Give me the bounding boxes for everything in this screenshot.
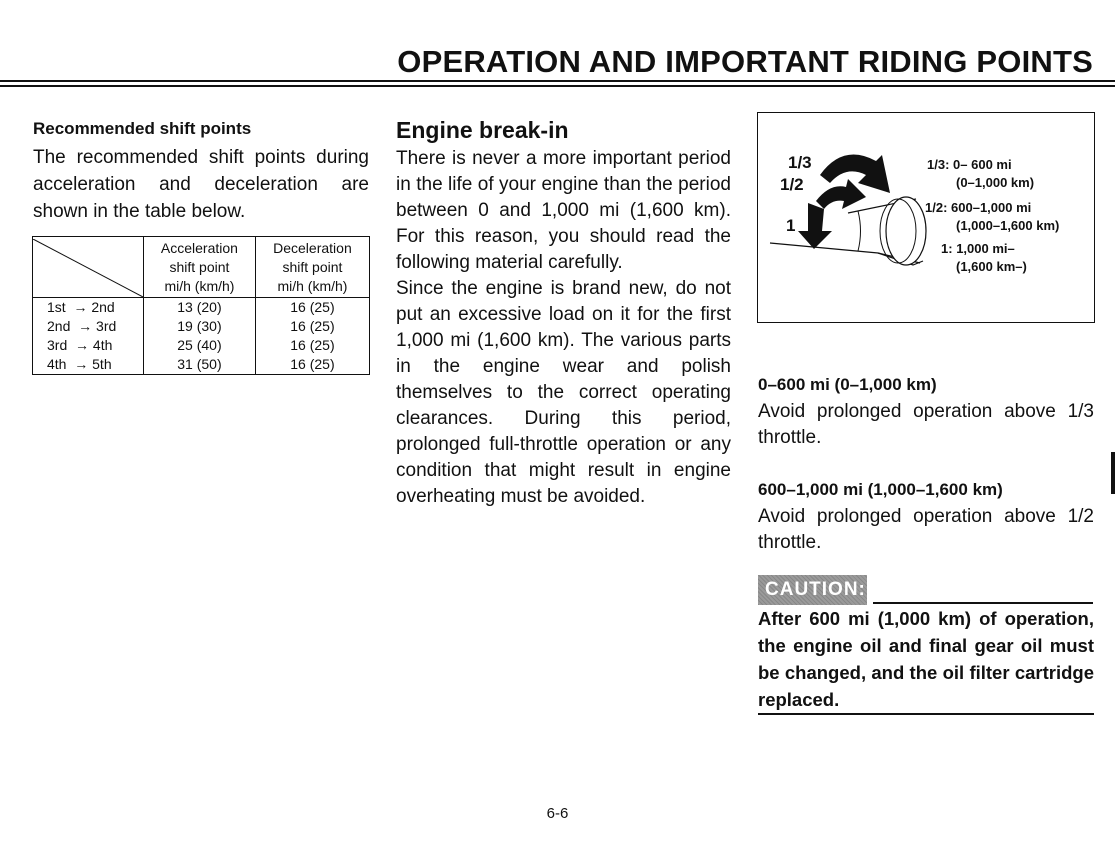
decel-header [255,237,369,298]
legend-key: 1: [941,241,953,256]
break-in-paragraph: Since the engine is brand new, do not put an excessive load on it for the first 1,000 mi (1,600 km). The various parts in the engine wear and polish themselves to the correct operating clearances. During this period, prolonged full-throttle operation or any condition that might result in engine overheating must be avoided. [396,278,731,507]
shift-points-intro [33,144,369,225]
stage1-text: Avoid prolonged operation above 1/3 throttle. [758,401,1094,448]
accel-header-line: shift point [169,259,230,275]
arrow-right-icon: → [70,356,93,372]
legend-item [941,241,1015,256]
stage1-heading: 0–600 mi (0–1,000 km) [758,375,937,394]
decel-cell: 16 (25) [255,317,369,336]
legend-range: 600–1,000 mi [951,200,1032,215]
legend-range-metric: (0–1,000 km) [956,175,1035,190]
legend-key: 1/2: [925,200,948,215]
throttle-full-label: 1 [786,216,796,235]
gear-to: 2nd [91,299,115,315]
gear-from: 1st [47,299,66,315]
legend-range-metric: (1,000–1,600 km) [956,218,1060,233]
page-number: 6-6 [546,805,569,822]
stage2-body [758,504,1094,556]
gear-cell [33,317,144,336]
arrow-right-icon: → [69,299,92,315]
shift-points-intro-text: The recommended shift points during acceleration and deceleration are shown in the table below. [33,147,369,222]
gear-to: 3rd [96,318,117,334]
table-row [33,355,370,375]
shift-points-table [32,236,370,375]
header-rule [0,85,1115,87]
table-row [33,317,370,336]
accel-cell: 31 (50) [144,355,256,375]
break-in-paragraph: There is never a more important period in the life of your engine than the period between 0 and 1,000 mi (1,600 km). For this reason, you should read the following material carefully. [396,148,731,273]
accel-cell: 19 (30) [144,317,256,336]
gear-from: 2nd [47,318,71,334]
legend-range: 1,000 mi– [956,241,1015,256]
accel-header-line: mi/h (km/h) [164,278,235,294]
accel-header [144,237,256,298]
gear-to: 5th [92,356,112,372]
decel-cell: 16 (25) [255,355,369,375]
table-corner-cell [33,237,144,298]
decel-header-line: shift point [282,259,343,275]
decel-cell: 16 (25) [255,336,369,355]
caution-bottom-rule [758,713,1094,715]
gear-cell [33,355,144,375]
decel-cell: 16 (25) [255,298,369,318]
shift-points-heading: Recommended shift points [33,119,252,138]
legend-key: 1/3: [927,157,950,172]
throttle-third-label: 1/3 [788,153,812,172]
table-row [33,336,370,355]
legend-range: 0– 600 mi [953,157,1012,172]
gear-cell [33,298,144,318]
caution-rule [873,602,1093,604]
table-row [33,298,370,318]
caution-text: After 600 mi (1,000 km) of operation, the engine oil and final gear oil must be changed, and the oil filter cartridge replaced. [758,608,1094,710]
stage2-heading: 600–1,000 mi (1,000–1,600 km) [758,480,1003,499]
stage1-body [758,399,1094,451]
arrow-right-icon: → [71,337,93,353]
page-title: OPERATION AND IMPORTANT RIDING POINTS [397,44,1093,79]
throttle-half-label: 1/2 [780,175,804,194]
decel-header-line: mi/h (km/h) [277,278,348,294]
legend-range-metric: (1,600 km–) [956,259,1027,274]
arrow-right-icon: → [74,318,97,334]
decel-header-line: Deceleration [273,240,352,256]
legend-item [927,157,1012,172]
gear-cell [33,336,144,355]
caution-body [758,605,1094,713]
accel-cell: 25 (40) [144,336,256,355]
throttle-figure [757,112,1095,323]
section-tab-marker [1111,452,1115,494]
legend-item [925,200,1031,215]
break-in-heading: Engine break-in [396,117,569,143]
diagonal-line [33,239,143,297]
accel-cell: 13 (20) [144,298,256,318]
gear-from: 3rd [47,337,68,353]
gear-to: 4th [92,337,113,353]
gear-from: 4th [47,356,67,372]
stage2-text: Avoid prolonged operation above 1/2 throttle. [758,506,1094,553]
break-in-body [396,146,731,510]
header-rule [0,80,1115,82]
accel-header-line: Acceleration [160,240,238,256]
caution-label: CAUTION: [765,579,866,600]
